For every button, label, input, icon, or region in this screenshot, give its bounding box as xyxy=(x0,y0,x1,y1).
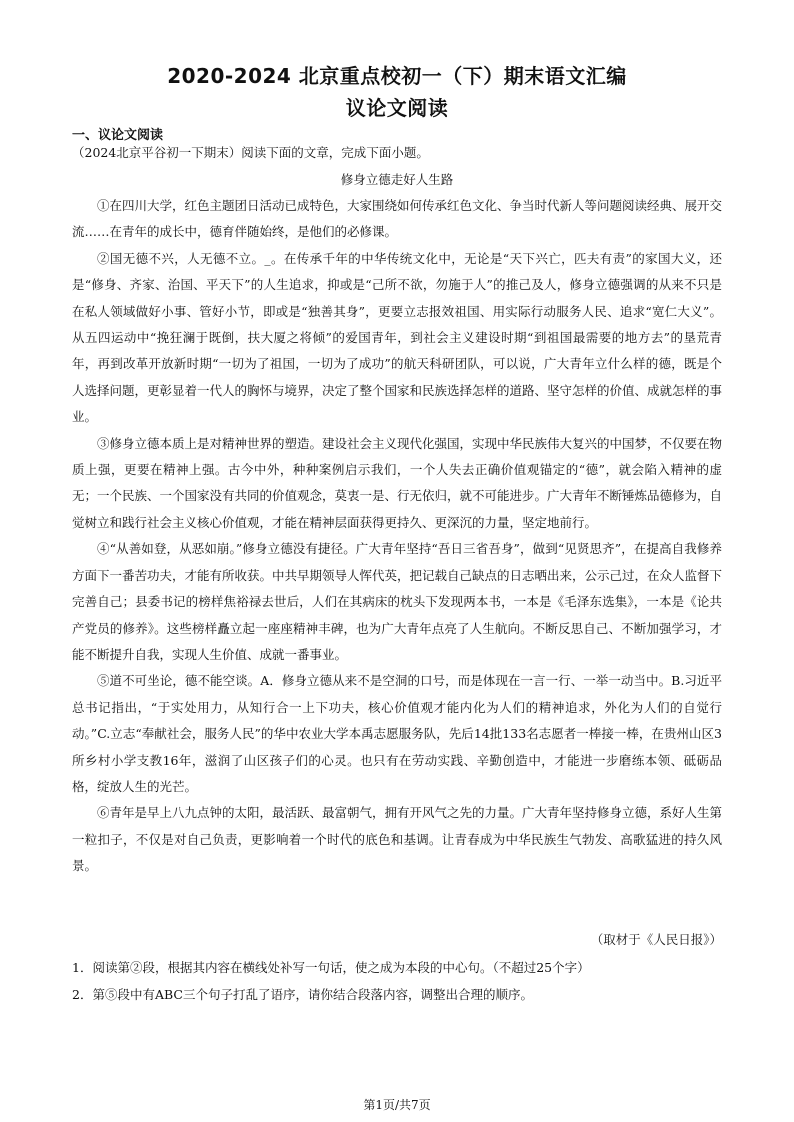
source-credit: （取材于《人民日报》） xyxy=(590,932,722,947)
essay-paragraph: ②国无德不兴，人无德不立。_。在传承千年的中华传统文化中，无论是“天下兴亡，匹夫有责”的家国大义，还是“修身、齐家、治国、平天下”的人生追求，抑或是“己所不欲，勿施于人”的推己及人，修身立德强调的从来不只是在私人领域做好小事、管好小节，即或是“独善其身”，更要立志报效祖国、用实际行动服务人民、追求“宽仁大义”。从五四运动中“挽狂澜于既倒，扶大厦之将倾”的爱国青年，到社会主义建设时期“到祖国最需要的地方去”的垦荒青年，再到改革开放新时期“一切为了祖国，一切为了成功”的航天科研团队，可以说，广大青年立什么样的德，既是个人选择问题，更彰显着一代人的胸怀与境界，决定了整个国家和民族选择怎样的道路、坚守怎样的价值、成就怎样的事业。 xyxy=(72,250,723,425)
essay-paragraph: ⑤道不可坐论，德不能空谈。A．修身立德从来不是空洞的口号，而是体现在一言一行、一举一动当中。B.习近平总书记指出，“于实处用力，从知行合一上下功夫，核心价值观才能内化为人们的精神追求，外化为人们的自觉行动。”C.立志“奉献社会，服务人民”的华中农业大学本禹志愿服务队，先后14批133名志愿者一棒接一棒，在贵州山区3所乡村小学支教16年，滋润了山区孩子们的心灵。也只有在劳动实践、辛勤创造中，才能进一步磨练本领、砥砺品格，绽放人生的光芒。 xyxy=(72,673,722,794)
section-heading: 一、议论文阅读 xyxy=(72,128,164,143)
essay-paragraph: ④“从善如登，从恶如崩。”修身立德没有捷径。广大青年坚持“吾日三省吾身”，做到“见贤思齐”，在提高自我修养方面下一番苦功夫，才能有所收获。中共早期领导人恽代英，把记载自己缺点的日志晒出来，公示己过，在众人监督下完善自己；县委书记的榜样焦裕禄去世后，人们在其病床的枕头下发现两本书，一本是《毛泽东选集》，一本是《论共产党员的修养》。这些榜样矗立起一座座精神丰碑，也为广大青年点亮了人生航向。不断反思自己、不断加强学习，才能不断提升自我，实现人生价值、成就一番事业。 xyxy=(72,541,723,662)
document-subtitle: 议论文阅读 xyxy=(345,96,449,120)
page-number: 第1页/共7页 xyxy=(363,1098,431,1112)
source-instruction: （2024北京平谷初一下期末）阅读下面的文章，完成下面小题。 xyxy=(72,145,429,160)
essay-paragraph: ①在四川大学，红色主题团日活动已成特色，大家围绕如何传承红色文化、争当时代新人等问题阅读经典、展开交流……在青年的成长中，德育伴随始终，是他们的必修课。 xyxy=(72,198,723,240)
question-item: 2．第⑤段中有ABC三个句子打乱了语序，请你结合段落内容，调整出合理的顺序。 xyxy=(72,987,533,1002)
essay-paragraph: ③修身立德本质上是对精神世界的塑造。建设社会主义现代化强国，实现中华民族伟大复兴的中国梦，不仅要在物质上强，更要在精神上强。古今中外，种种案例启示我们，一个人失去正确价值观锚定的“德”，就会陷入精神的虚无；一个民族、一个国家没有共同的价值观念，莫衷一是、行无依归，就不可能进步。广大青年不断锤炼品德修为，自觉树立和践行社会主义核心价值观，才能在精神层面获得更持久、更深沉的力量，坚定地前行。 xyxy=(72,435,723,530)
question-item: 1．阅读第②段，根据其内容在横线处补写一句话，使之成为本段的中心句。（不超过25个字） xyxy=(72,960,590,975)
document-title: 2020-2024 北京重点校初一（下）期末语文汇编 xyxy=(167,64,627,88)
essay-body xyxy=(72,193,722,880)
essay-title: 修身立德走好人生路 xyxy=(340,172,454,187)
essay-paragraph: ⑥青年是早上八九点钟的太阳，最活跃、最富朝气，拥有开风气之先的力量。广大青年坚持修身立德，系好人生第一粒扣子，不仅是对自己负责，更影响着一个时代的底色和基调。让青春成为中华民族生气勃发、高歌猛进的持久风景。 xyxy=(72,805,723,874)
